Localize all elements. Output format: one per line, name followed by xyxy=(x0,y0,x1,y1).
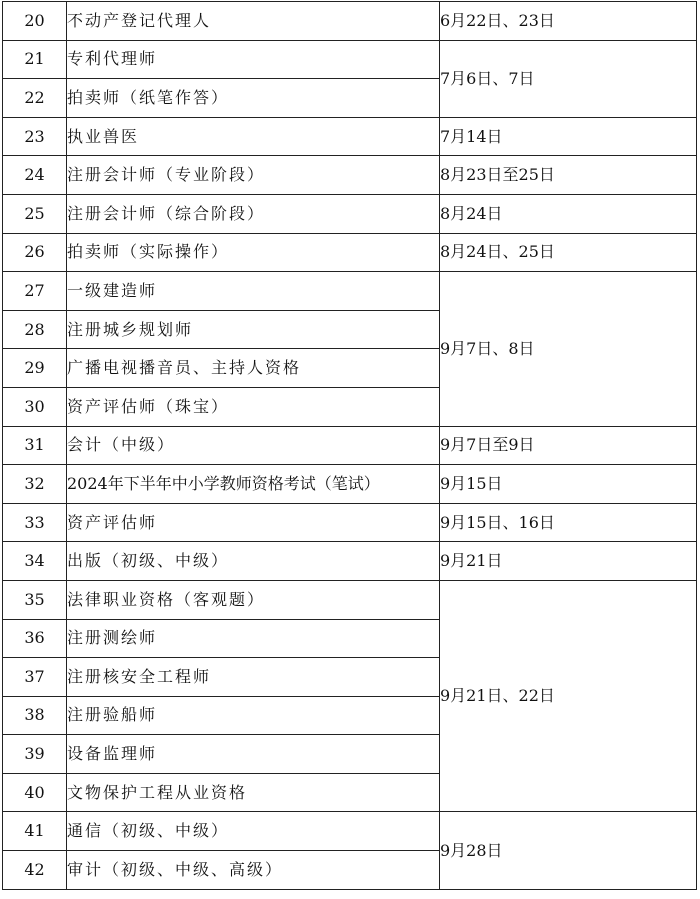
exam-name: 执业兽医 xyxy=(67,117,440,156)
table-row xyxy=(3,233,697,272)
exam-date: 9月15日、16日 xyxy=(440,503,697,542)
row-number: 21 xyxy=(3,40,67,79)
row-number: 27 xyxy=(3,272,67,311)
exam-name: 法律职业资格（客观题） xyxy=(67,580,440,619)
row-number: 29 xyxy=(3,349,67,388)
exam-name: 设备监理师 xyxy=(67,735,440,774)
exam-date: 9月15日 xyxy=(440,465,697,504)
table-row xyxy=(3,2,697,41)
exam-date: 8月23日至25日 xyxy=(440,156,697,195)
exam-date: 7月6日、7日 xyxy=(440,40,697,117)
row-number: 25 xyxy=(3,194,67,233)
table-row xyxy=(3,812,697,851)
exam-name: 注册测绘师 xyxy=(67,619,440,658)
exam-name: 注册会计师（综合阶段） xyxy=(67,194,440,233)
row-number: 20 xyxy=(3,2,67,41)
table-row xyxy=(3,580,697,619)
exam-name: 资产评估师（珠宝） xyxy=(67,387,440,426)
table-row xyxy=(3,542,697,581)
exam-name: 不动产登记代理人 xyxy=(67,2,440,41)
exam-name: 文物保护工程从业资格 xyxy=(67,773,440,812)
exam-name: 资产评估师 xyxy=(67,503,440,542)
exam-date: 6月22日、23日 xyxy=(440,2,697,41)
exam-name: 注册城乡规划师 xyxy=(67,310,440,349)
exam-name: 审计（初级、中级、高级） xyxy=(67,851,440,890)
row-number: 34 xyxy=(3,542,67,581)
exam-name: 注册会计师（专业阶段） xyxy=(67,156,440,195)
row-number: 22 xyxy=(3,79,67,118)
exam-name: 2024年下半年中小学教师资格考试（笔试） xyxy=(67,465,440,504)
exam-name: 拍卖师（实际操作） xyxy=(67,233,440,272)
row-number: 24 xyxy=(3,156,67,195)
table-row xyxy=(3,40,697,79)
row-number: 42 xyxy=(3,851,67,890)
exam-date: 8月24日 xyxy=(440,194,697,233)
row-number: 31 xyxy=(3,426,67,465)
exam-date: 9月21日 xyxy=(440,542,697,581)
exam-date: 9月7日至9日 xyxy=(440,426,697,465)
row-number: 30 xyxy=(3,387,67,426)
table-row xyxy=(3,117,697,156)
row-number: 41 xyxy=(3,812,67,851)
exam-name: 会计（中级） xyxy=(67,426,440,465)
table-row xyxy=(3,156,697,195)
row-number: 26 xyxy=(3,233,67,272)
table-row xyxy=(3,465,697,504)
exam-name: 注册核安全工程师 xyxy=(67,658,440,697)
row-number: 38 xyxy=(3,696,67,735)
table-row xyxy=(3,272,697,311)
exam-schedule-table xyxy=(2,1,697,890)
exam-date: 9月28日 xyxy=(440,812,697,889)
row-number: 32 xyxy=(3,465,67,504)
row-number: 35 xyxy=(3,580,67,619)
table-row xyxy=(3,503,697,542)
exam-schedule-body xyxy=(3,2,697,890)
row-number: 23 xyxy=(3,117,67,156)
table-row xyxy=(3,194,697,233)
row-number: 39 xyxy=(3,735,67,774)
row-number: 37 xyxy=(3,658,67,697)
table-row xyxy=(3,426,697,465)
exam-date: 9月7日、8日 xyxy=(440,272,697,426)
exam-name: 拍卖师（纸笔作答） xyxy=(67,79,440,118)
row-number: 33 xyxy=(3,503,67,542)
exam-date: 9月21日、22日 xyxy=(440,580,697,812)
exam-name: 通信（初级、中级） xyxy=(67,812,440,851)
row-number: 40 xyxy=(3,773,67,812)
exam-date: 8月24日、25日 xyxy=(440,233,697,272)
exam-name: 一级建造师 xyxy=(67,272,440,311)
exam-name: 广播电视播音员、主持人资格 xyxy=(67,349,440,388)
row-number: 28 xyxy=(3,310,67,349)
exam-date: 7月14日 xyxy=(440,117,697,156)
exam-name: 注册验船师 xyxy=(67,696,440,735)
exam-name: 出版（初级、中级） xyxy=(67,542,440,581)
exam-name: 专利代理师 xyxy=(67,40,440,79)
row-number: 36 xyxy=(3,619,67,658)
